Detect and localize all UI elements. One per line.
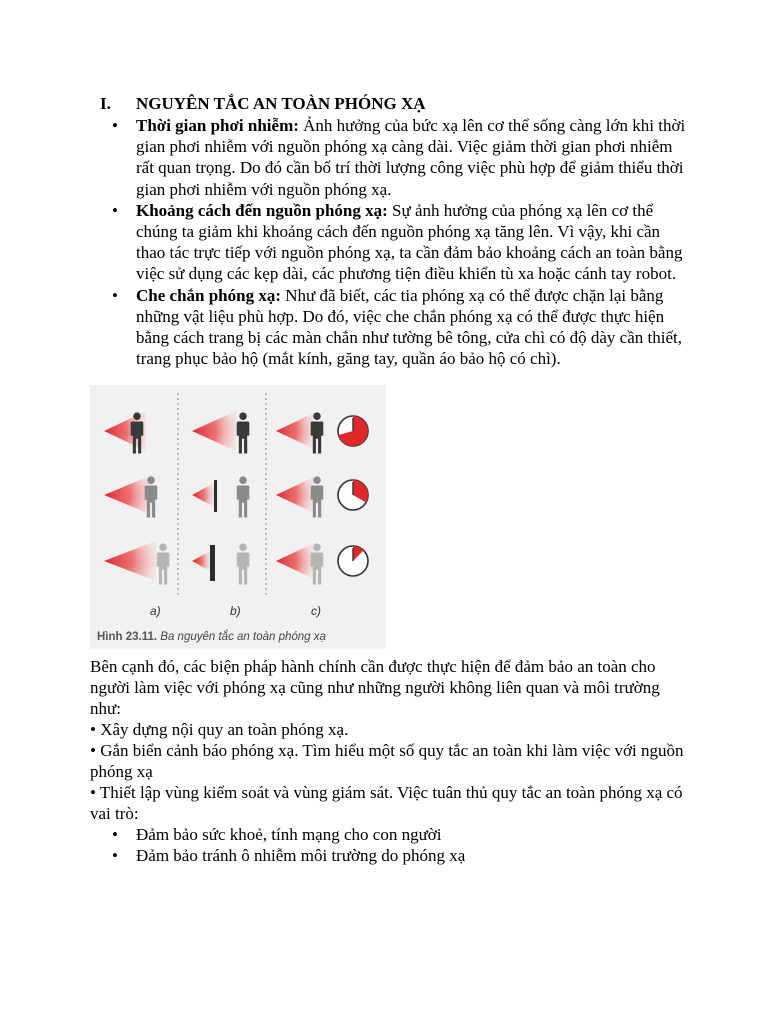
principle-term: Khoảng cách đến nguồn phóng xạ: <box>136 200 388 220</box>
bullet-dot: • <box>112 285 118 305</box>
column-label-c: c) <box>311 604 321 618</box>
principle-term: Thời gian phơi nhiễm: <box>136 116 299 135</box>
principle-text: Sự ảnh hưởng của phóng xạ lên cơ thể chúng ta giảm khi khoảng cách đến nguồn phóng xạ tăng lên. Vì vậy, khi cần thao tác trực tiếp với nguồn phóng xạ, ta cần đảm bảo khoảng cách an toàn bằng việc sử dụng các kẹp dài, các phương tiện điều khiển tù xa hoặc cánh tay robot. <box>136 200 683 284</box>
clock-icon <box>338 416 368 446</box>
principle-distance <box>110 200 690 285</box>
admin-item-zones: • Thiết lập vùng kiểm soát và vùng giám sát. Việc tuân thủ quy tắc an toàn phóng xạ có vai trò: <box>90 783 683 824</box>
clock-icon <box>338 480 368 510</box>
bullet-dot: • <box>112 116 118 135</box>
principles-list <box>110 115 690 369</box>
caption-text: Ba nguyên tắc an toàn phóng xạ <box>157 631 326 643</box>
admin-item-signs: • Gắn biển cảnh báo phóng xạ. Tìm hiểu một số quy tắc an toàn khi làm việc với nguồn phóng xạ <box>90 741 684 782</box>
role-text: Đảm bảo tránh ô nhiễm môi trường do phóng xạ <box>136 846 466 866</box>
bullet-dot: • <box>112 200 118 220</box>
admin-item-rules: • Xây dựng nội quy an toàn phóng xạ. <box>90 720 349 739</box>
principle-time <box>110 115 690 200</box>
clock-icon <box>338 546 368 576</box>
roles-list <box>110 824 670 866</box>
column-label-a: a) <box>150 604 161 618</box>
admin-intro: Bên cạnh đó, các biện pháp hành chính cần được thực hiện để đảm bảo an toàn cho người làm việc với phóng xạ cũng như những người không liên quan và môi trường như: <box>90 657 660 719</box>
role-text: Đảm bảo sức khoẻ, tính mạng cho con người <box>136 825 442 844</box>
section-number: I. <box>100 94 111 113</box>
section-heading <box>100 93 426 114</box>
role-item <box>110 824 670 845</box>
column-label-b: b) <box>230 604 241 618</box>
role-item <box>110 845 670 866</box>
section-title: NGUYÊN TẮC AN TOÀN PHÓNG XẠ <box>136 94 426 113</box>
principle-text: Như đã biết, các tia phóng xạ có thể được chặn lại bằng những vật liệu phù hợp. Do đó, việc che chắn phóng xạ có thể được thực hiện bằng cách trang bị các màn chắn như tường bê tông, cửa chì có độ dày cần thiết, trang phục bảo hộ (mắt kính, găng tay, quần áo bảo hộ có chì). <box>136 285 682 369</box>
column-b-shielding <box>192 411 249 584</box>
figure-illustration <box>90 385 386 649</box>
principle-text: Ảnh hưởng của bức xạ lên cơ thể sống càng lớn khi thời gian phơi nhiễm với nguồn phóng xạ càng dài. Việc giảm thời gian phơi nhiễm rất quan trọng. Do đó cần bố trí thời lượng công việc phù hợp để giảm thiểu thời gian phơi nhiễm với nguồn phóng xạ. <box>136 116 686 199</box>
column-a-distance <box>104 411 169 584</box>
bullet-dot: • <box>112 846 118 866</box>
bullet-dot: • <box>112 825 118 844</box>
figure-caption <box>97 631 326 643</box>
caption-number: Hình 23.11. <box>97 631 158 643</box>
principle-shielding <box>110 285 690 370</box>
column-c-time <box>276 412 368 584</box>
safety-figure <box>90 385 386 649</box>
principle-term: Che chắn phóng xạ: <box>136 285 282 305</box>
